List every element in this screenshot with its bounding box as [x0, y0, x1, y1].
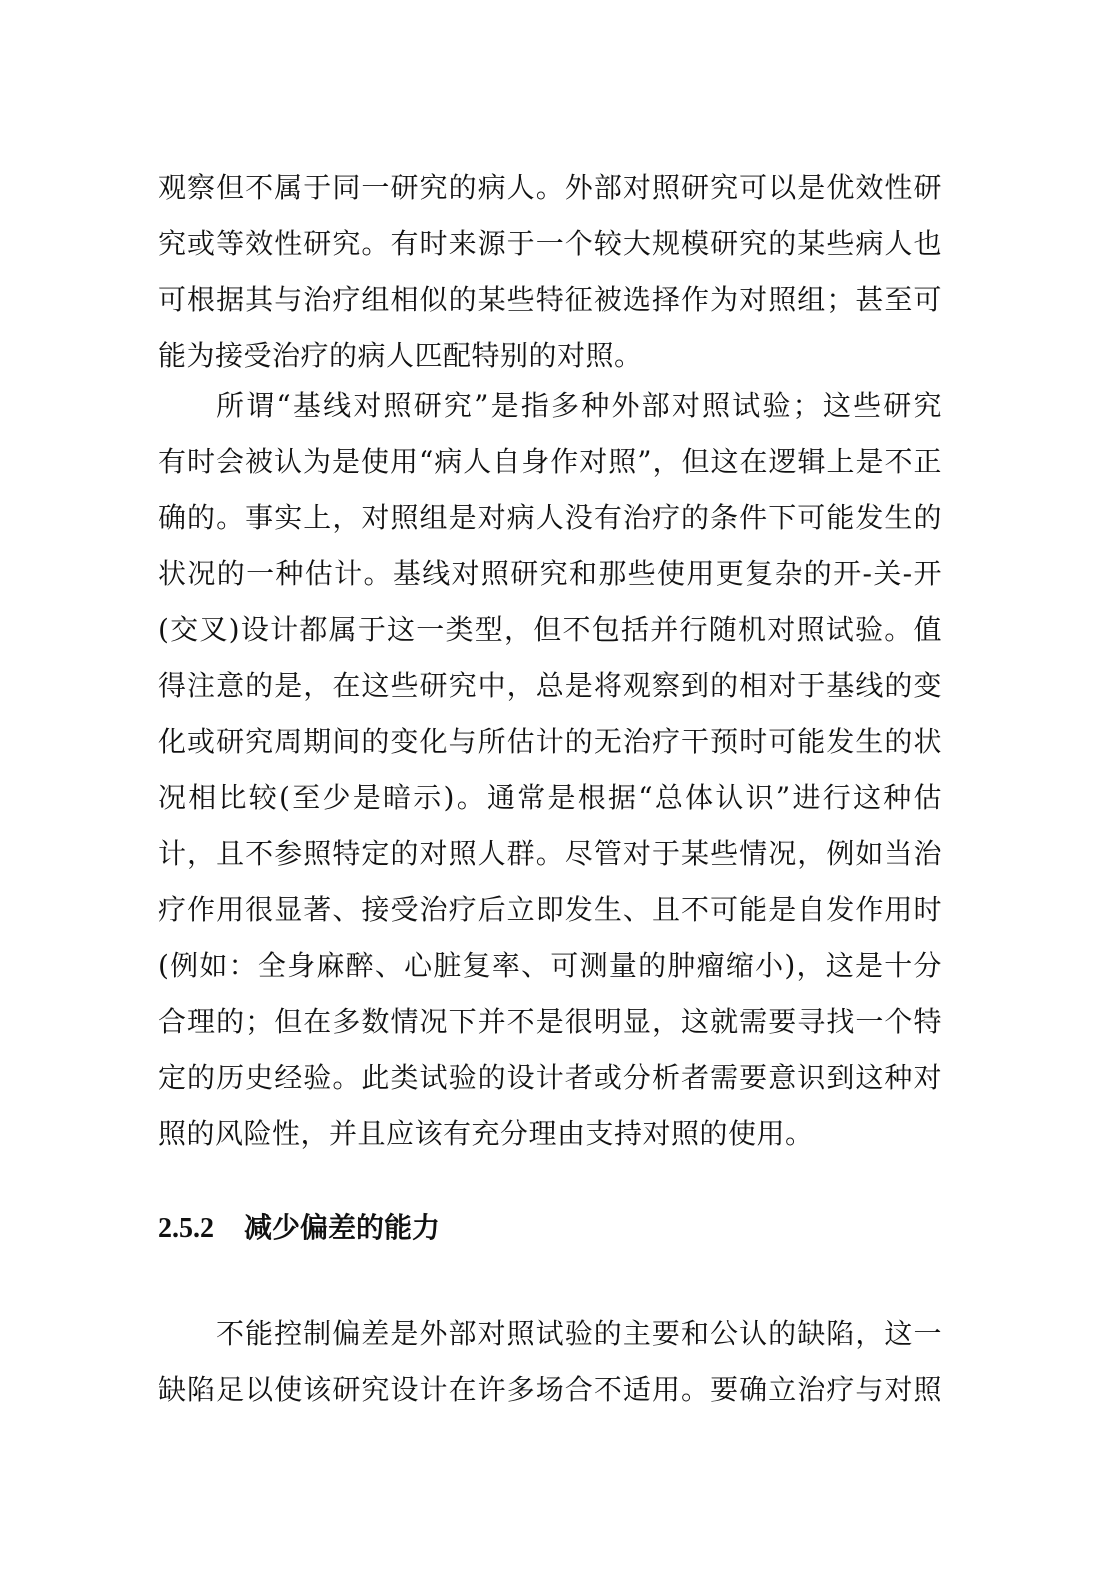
text-line: 缺陷足以使该研究设计在许多场合不适用。要确立治疗与对照 — [158, 1373, 942, 1406]
text-line: 究或等效性研究。有时来源于一个较大规模研究的某些病人也 — [158, 227, 942, 260]
text-line: 状况的一种估计。基线对照研究和那些使用更复杂的开-关-开 — [158, 557, 942, 590]
text-line: 能为接受治疗的病人匹配特别的对照。 — [158, 339, 643, 372]
text-line: 疗作用很显著、接受治疗后立即发生、且不可能是自发作用时 — [158, 893, 942, 926]
text-line: 计，且不参照特定的对照人群。尽管对于某些情况，例如当治 — [158, 837, 942, 870]
paragraph-2 — [158, 378, 942, 1162]
paragraph-3 — [158, 1306, 942, 1418]
paragraph-1 — [158, 160, 942, 384]
text-line: 不能控制偏差是外部对照试验的主要和公认的缺陷，这一 — [216, 1317, 942, 1350]
text-line: 有时会被认为是使用“病人自身作对照”，但这在逻辑上是不正 — [158, 445, 942, 478]
text-line: 况相比较(至少是暗示)。通常是根据“总体认识”进行这种估 — [158, 781, 942, 814]
text-line: 观察但不属于同一研究的病人。外部对照研究可以是优效性研 — [158, 171, 942, 204]
text-line: 合理的；但在多数情况下并不是很明显，这就需要寻找一个特 — [158, 1005, 942, 1038]
text-line: 得注意的是，在这些研究中，总是将观察到的相对于基线的变 — [158, 669, 942, 702]
text-line: (交叉)设计都属于这一类型，但不包括并行随机对照试验。值 — [158, 613, 942, 646]
section-number: 2.5.2 — [158, 1213, 214, 1244]
text-line: 化或研究周期间的变化与所估计的无治疗干预时可能发生的状 — [158, 725, 942, 758]
text-line: (例如：全身麻醉、心脏复率、可测量的肿瘤缩小)，这是十分 — [158, 949, 942, 982]
text-line: 定的历史经验。此类试验的设计者或分析者需要意识到这种对 — [158, 1061, 942, 1094]
section-title: 减少偏差的能力 — [244, 1211, 441, 1244]
section-heading — [158, 1200, 440, 1256]
text-line: 可根据其与治疗组相似的某些特征被选择作为对照组；甚至可 — [158, 283, 942, 316]
text-line: 照的风险性，并且应该有充分理由支持对照的使用。 — [158, 1117, 814, 1150]
text-line: 所谓“基线对照研究”是指多种外部对照试验；这些研究 — [216, 389, 942, 422]
text-line: 确的。事实上，对照组是对病人没有治疗的条件下可能发生的 — [158, 501, 942, 534]
